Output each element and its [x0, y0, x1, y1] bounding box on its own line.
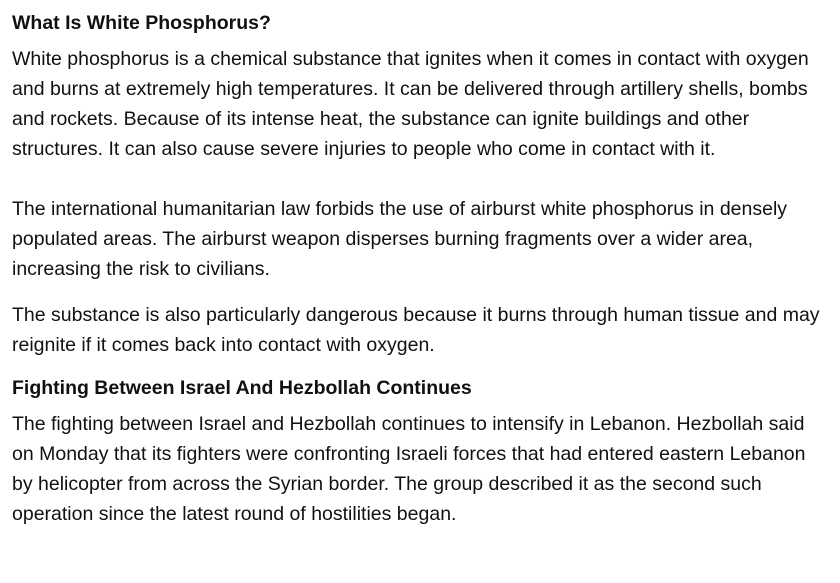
- section-heading-white-phosphorus: What Is White Phosphorus?: [12, 12, 271, 34]
- paragraph-fighting: The fighting between Israel and Hezbollah continues to intensify in Lebanon. Hezbollah said on Monday that its fighters were confronting Israeli forces that had entered eastern Lebanon by helicopter from across the Syrian border. The group described it as the second such operation since the latest round of hostilities began.: [12, 413, 806, 525]
- paragraph-danger: The substance is also particularly dangerous because it burns through human tissue and may reignite if it comes back into contact with oxygen.: [12, 304, 820, 356]
- paragraph-humanitarian-law: The international humanitarian law forbids the use of airburst white phosphorus in densely populated areas. The airburst weapon disperses burning fragments over a wider area, increasing the risk to civilians.: [12, 198, 788, 280]
- paragraph-definition: White phosphorus is a chemical substance that ignites when it comes in contact with oxygen and burns at extremely high temperatures. It can be delivered through artillery shells, bombs and rockets. Because of its intense heat, the substance can ignite buildings and other structures. It can also cause severe injuries to people who come in contact with it.: [12, 48, 809, 160]
- section-heading-fighting: Fighting Between Israel And Hezbollah Continues: [12, 377, 472, 399]
